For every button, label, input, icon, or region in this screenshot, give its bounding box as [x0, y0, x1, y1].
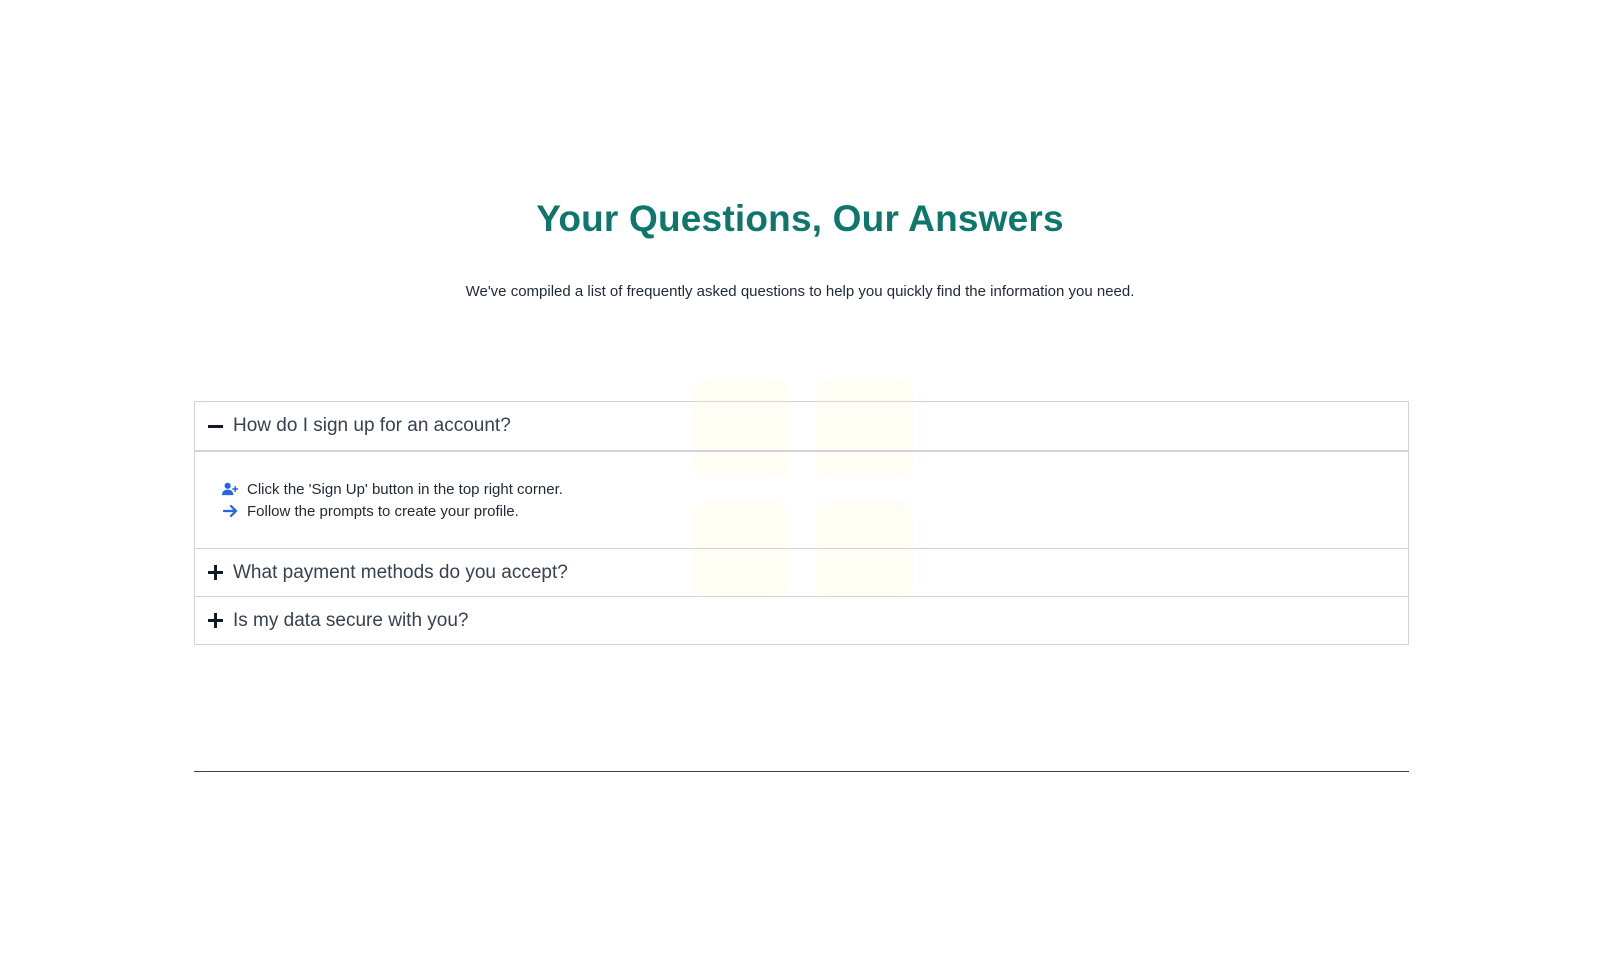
- user-plus-icon: [222, 481, 238, 497]
- faq-question-toggle[interactable]: [195, 402, 1408, 450]
- faq-item: [195, 402, 1408, 450]
- arrow-right-icon: [222, 503, 238, 519]
- answer-step: [222, 500, 1408, 522]
- faq-item: [195, 548, 1408, 596]
- page-subtitle: We've compiled a list of frequently asked questions to help you quickly find the information you need.: [465, 283, 1135, 300]
- plus-icon[interactable]: [207, 613, 223, 629]
- faq-question-text: What payment methods do you accept?: [233, 561, 568, 583]
- faq-accordion: [194, 401, 1409, 645]
- minus-icon[interactable]: [207, 418, 223, 434]
- faq-item: [195, 596, 1408, 644]
- page-title: Your Questions, Our Answers: [536, 198, 1064, 239]
- answer-step: [222, 478, 1408, 500]
- faq-question-text: How do I sign up for an account?: [233, 415, 511, 436]
- answer-text: Click the 'Sign Up' button in the top right corner.: [247, 480, 563, 498]
- faq-answer: [195, 450, 1408, 548]
- faq-question-text: Is my data secure with you?: [233, 609, 469, 631]
- footer-divider: [194, 771, 1409, 772]
- faq-question-toggle[interactable]: [195, 548, 1408, 596]
- plus-icon[interactable]: [207, 565, 223, 581]
- faq-question-toggle[interactable]: [195, 596, 1408, 644]
- answer-text: Follow the prompts to create your profile.: [247, 502, 519, 520]
